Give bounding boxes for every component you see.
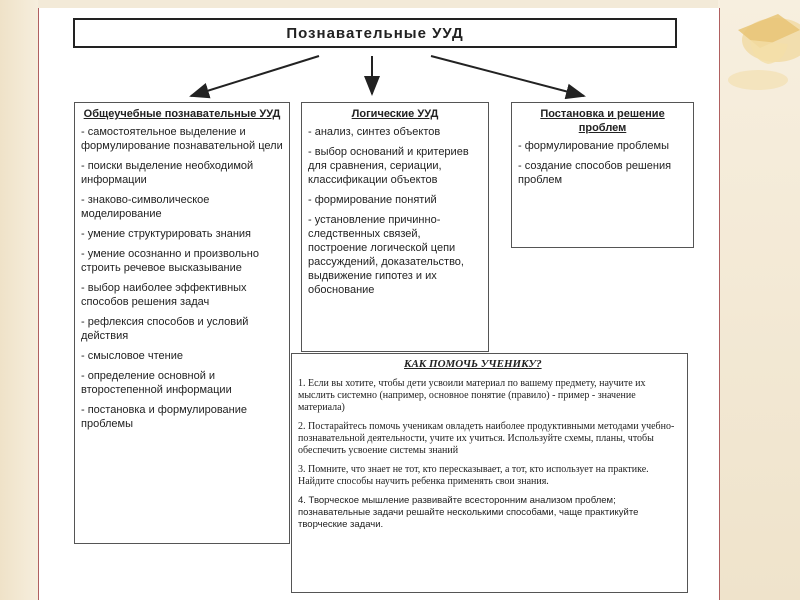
decorative-graduation-cap-icon	[718, 0, 800, 95]
box-header: Постановка и решение проблем	[540, 108, 665, 134]
list-item: - анализ, синтез объектов	[308, 126, 441, 138]
list-item: - формулирование проблемы	[518, 140, 669, 152]
tip-item: 4. Творческое мышление развивайте всесторонним анализом проблем; познавательные задачи решайте несколькими способами, чаще практикуйте творческие задачи.	[298, 495, 639, 530]
tip-item: 3. Помните, что знает не тот, кто пересказывает, а тот, кто использует на практике. Найдите способы научить ребенка применять свои знания.	[298, 464, 649, 487]
general-cognitive-box	[74, 102, 290, 544]
list-item: - выбор оснований и критериев для сравнения, сериации, классификации объектов	[308, 146, 469, 186]
logical-box	[301, 102, 489, 352]
how-to-help-box	[291, 353, 688, 593]
list-item: - умение осознанно и произвольно строить речевое высказывание	[81, 248, 259, 274]
tip-item: 1. Если вы хотите, чтобы дети усвоили материал по вашему предмету, научите их мыслить системно (например, основное понятие (правило) - пример - значение материала)	[298, 378, 646, 413]
list-item: - создание способов решения проблем	[518, 160, 672, 186]
background-left	[0, 0, 38, 600]
box-header: Общеучебные познавательные УУД	[83, 108, 281, 120]
list-item: - смысловое чтение	[81, 350, 183, 362]
list-item: - выбор наиболее эффективных способов решения задач	[81, 282, 247, 308]
problem-solving-box	[511, 102, 694, 248]
list-item: - постановка и формулирование проблемы	[81, 404, 247, 430]
arrow-right	[431, 56, 584, 96]
list-item: - умение структурировать знания	[81, 228, 252, 240]
arrow-left	[191, 56, 319, 96]
box-header: Логические УУД	[351, 108, 439, 120]
diagram-title: Познавательные УУД	[73, 18, 677, 48]
list-item: - рефлексия способов и условий действия	[81, 316, 249, 342]
tip-item: 2. Постарайтесь помочь ученикам овладеть наиболее продуктивными методами учебно-познавательной деятельности, учите их учиться. Используйте схемы, планы, чтобы обеспечить усвоение системы знаний	[298, 421, 675, 456]
list-item: - формирование понятий	[308, 194, 437, 206]
list-item: - установление причинно-следственных связей, построение логической цепи рассуждений, доказательство, выдвижение гипотез и их обоснование	[308, 214, 464, 296]
slide	[38, 8, 720, 600]
list-item: - знаково-символическое моделирование	[81, 194, 210, 220]
list-item: - самостоятельное выделение и формулирование познавательной цели	[81, 126, 283, 152]
list-item: - определение основной и второстепенной информации	[81, 370, 232, 396]
box-header: КАК ПОМОЧЬ УЧЕНИКУ?	[404, 358, 542, 370]
list-item: - поиски выделение необходимой информации	[81, 160, 254, 186]
